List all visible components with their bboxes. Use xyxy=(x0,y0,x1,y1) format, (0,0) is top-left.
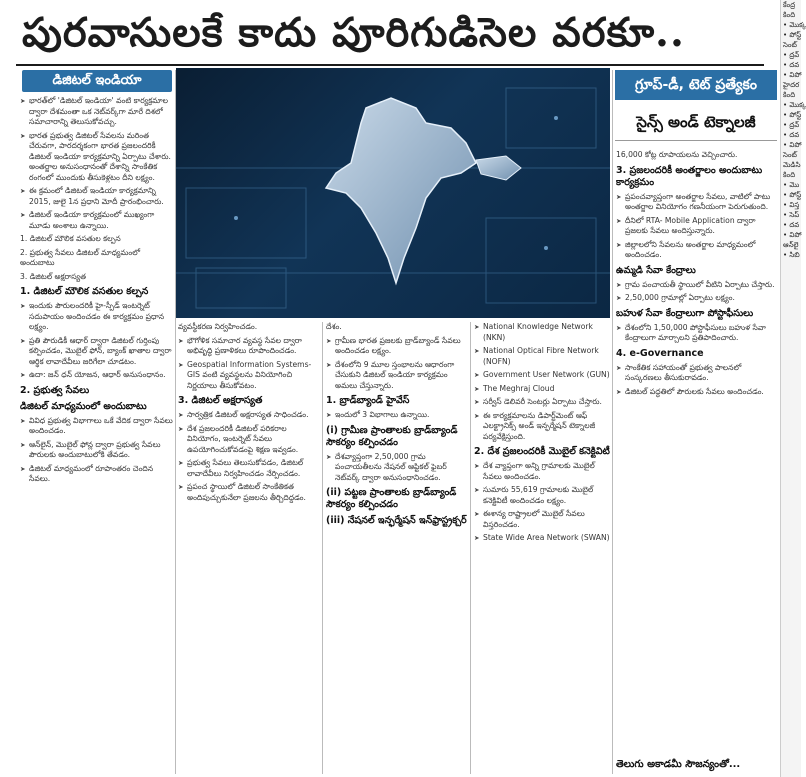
paragraph: ➤ ఉదా: జన్ ధన్ యోజన, ఆధార్ అనుసంధానం. xyxy=(20,370,174,381)
strip-line: • పోస్ట్ xyxy=(783,31,802,39)
article-column-3 xyxy=(326,322,468,774)
paragraph: ➤ దేశ వ్యాప్తంగా అన్ని గ్రామాలకు మొబైల్ సేవలు అందించడం. xyxy=(474,461,610,482)
paragraph: ➤ సర్వీస్ డెలివరీ సెంటర్లు ఏర్పాటు చేస్తారు. xyxy=(474,397,610,408)
paragraph: ➤ ఆన్‌లైన్, మొబైల్ ఫోన్ల ద్వారా ప్రభుత్వ సేవలు పౌరులకు అందుబాటులోకి తేవడం. xyxy=(20,440,174,461)
article-column-2 xyxy=(178,322,320,774)
paragraph: ➤ భారత ప్రభుత్వ డిజిటల్ సేవలను మరింత చేరువగా, పారదర్శకంగా భారత ప్రజలందరికీ డిజిటల్ ఇండియా కార్యక్రమాన్ని ఏర్పాటు చేశారు. అంతర్జాల అనుసంధానంతో దేశాన్ని సాంకేతిక రంగంలో ముందుకు తీసుకెళ్లటం దీని లక్ష్యం. xyxy=(20,131,174,184)
paragraph: ➤ డిజిటల్ పద్ధతిలో పౌరులకు సేవలు అందించడం. xyxy=(616,387,778,398)
paragraph: దేశం. xyxy=(326,322,342,331)
paragraph: ➤ దీనిలో RTA- Mobile Application ద్వారా ప్రజలకు సేవలు అందిస్తున్నారు. xyxy=(616,216,778,237)
strip-line: ఆన్‌లై xyxy=(783,241,799,249)
list-item: 1. డిజిటల్ మౌలిక వసతుల కల్పన xyxy=(20,234,121,243)
strip-line: సెంట్ xyxy=(783,41,797,49)
paragraph: ➤ ఈ క్రమంలో డిజిటల్ ఇండియా కార్యక్రమాన్ని 2015, జులై 1న ప్రధాని మోదీ ప్రారంభించారు. xyxy=(20,186,174,207)
paragraph: ➤ దేశవ్యాప్తంగా 2,50,000 గ్రామ పంచాయతీలను నేషనల్ ఆప్టికల్ ఫైబర్ నెట్‌వర్క్ ద్వారా అనుసంధానించడం. xyxy=(326,452,468,484)
article-column-1 xyxy=(20,96,174,774)
strip-line: సెంట్ xyxy=(783,151,797,159)
strip-line: కింది xyxy=(783,11,796,19)
paragraph: ➤ ఈ కార్యక్రమాలను డిపార్ట్‌మెంట్ ఆఫ్ ఎలక్ట్రానిక్స్ అండ్ ఇన్ఫర్మేషన్ టెక్నాలజీ పర్యవేక్షిస్తుంది. xyxy=(474,411,610,443)
strip-line: • ద్రవ్ xyxy=(783,121,800,129)
strip-line: • విపో xyxy=(783,71,802,79)
section-heading: 1. బ్రాడ్‌బ్యాండ్ హైవేస్ xyxy=(326,395,410,406)
paragraph: ➤ వివిధ ప్రభుత్వ విభాగాలు ఒకే వేదిక ద్వారా సేవలు అందించడం. xyxy=(20,416,174,437)
section-heading: 1. డిజిటల్ మౌలిక వసతుల కల్పన xyxy=(20,286,149,297)
column-divider xyxy=(322,322,323,774)
paragraph: ➤ భారత్‌లో 'డిజిటల్ ఇండియా' వంటి కార్యక్రమాల ద్వారా దేశమంతా ఒక నెట్‌వర్క్‌గా మారే దిశలో సమాచారాన్ని తెలుసుకోవచ్చు. xyxy=(20,96,174,128)
strip-line: • విపో xyxy=(783,141,802,149)
paragraph: వ్యవస్థీకరణ నిర్వహించడం. xyxy=(178,322,258,331)
section-badge-digital-india: డిజిటల్ ఇండియా xyxy=(22,70,172,92)
strip-line: • ద్రవ్ xyxy=(783,51,800,59)
column-divider xyxy=(612,70,613,774)
list-item: ➤ National Optical Fibre Network (NOFN) xyxy=(474,346,610,367)
paragraph: ➤ ప్రభుత్వ సేవలు తెలుసుకోవడం, డిజిటల్ లావాదేవీలు నిర్వహించడం నేర్పించడం. xyxy=(178,458,320,479)
article-column-4 xyxy=(474,322,610,774)
strip-line: • మొక్క xyxy=(783,21,806,29)
paragraph: ➤ జిల్లాలలోని సేవలను అంతర్జాల మాధ్యమంలో అందించడం. xyxy=(616,240,778,261)
paragraph: ➤ ఇందుకు పౌరులందరికీ హై-స్పీడ్ ఇంటర్నెట్ సదుపాయం అందించడం ఈ కార్యక్రమం ప్రధాన లక్ష్యం. xyxy=(20,301,174,333)
strip-line: • పోస్ట్ xyxy=(783,111,802,119)
strip-line: • విపో xyxy=(783,231,802,239)
page-headline: పురవాసులకే కాదు పూరిగుడిసెల వరకూ.. xyxy=(22,9,685,56)
section-heading: బహుళ సేవా కేంద్రాలుగా పోస్టాఫీసులు xyxy=(616,307,754,319)
strip-line: కేంద్ర xyxy=(783,1,796,9)
strip-line: హైదర xyxy=(783,81,800,89)
section-subheading: డిజిటల్ మాధ్యమంలో అందుబాటు xyxy=(20,400,147,412)
list-item: ➤ National Knowledge Network (NKN) xyxy=(474,322,610,343)
list-item: ➤ The Meghraj Cloud xyxy=(474,384,610,395)
article-column-5 xyxy=(616,150,778,752)
paragraph: ➤ సుమారు 55,619 గ్రామాలకు మొబైల్ కనెక్టివిటీ అందించడం లక్ష్యం. xyxy=(474,485,610,506)
paragraph: 16,000 కోట్ల రూపాయలను వెచ్చించారు. xyxy=(616,150,738,159)
headline-rule xyxy=(16,64,764,66)
paragraph: ➤ గ్రామీణ భారత ప్రజలకు బ్రాడ్‌బ్యాండ్ సేవలు అందించడం లక్ష్యం. xyxy=(326,336,468,357)
list-item: 2. ప్రభుత్వ సేవలు డిజిటల్ మాధ్యమంలో అందుబాటు xyxy=(20,247,141,267)
paragraph: ➤ సార్వత్రిక డిజిటల్ అక్షరాస్యత సాధించడం. xyxy=(178,410,320,421)
strip-line: కింది xyxy=(783,171,796,179)
strip-line: • మొక్క xyxy=(783,101,806,109)
paragraph: ➤ గ్రామ పంచాయతీ స్థాయిలో వీటిని ఏర్పాటు చేస్తారు. xyxy=(616,280,778,291)
paragraph: ➤ 2,50,000 గ్రామాల్లో ఏర్పాటు లక్ష్యం. xyxy=(616,293,778,304)
credit-line: తెలుగు అకాడమీ సౌజన్యంతో... xyxy=(616,759,741,770)
paragraph: ➤ Geospatial Information Systems- GIS వంటి వ్యవస్థలను వినియోగించి నిర్ణయాలు తీసుకోవటం. xyxy=(178,360,320,392)
column-divider xyxy=(470,322,471,774)
strip-line: కింది xyxy=(783,91,796,99)
adjacent-page-strip xyxy=(780,0,806,777)
paragraph: ➤ సాంకేతిక సహాయంతో ప్రభుత్వ పాలనలో సంస్కరణలు తీసుకురావడం. xyxy=(616,363,778,384)
paragraph: ➤ దేశంలోని 1,50,000 పోస్టాఫీసులు బహుళ సేవా కేంద్రాలుగా మార్చాలని ప్రతిపాదించారు. xyxy=(616,323,778,344)
paragraph: ➤ దేశంలోని 9 మూల స్తంభాలను ఆధారంగా చేసుకుని డిజిటల్ ఇండియా కార్యక్రమం అమలు చేస్తున్నారు. xyxy=(326,360,468,392)
strip-line: మెడిసి xyxy=(783,161,801,169)
list-item: ➤ Government User Network (GUN) xyxy=(474,370,610,381)
strip-line: • సిబి xyxy=(783,251,800,259)
strip-line: • మొ xyxy=(783,181,800,189)
paragraph: ➤ ప్రపంచవ్యాప్తంగా అంతర్జాల సేవలు, వాటిలో పాటు అంతర్జాల వినియోగం గణనీయంగా పెరుగుతుంది. xyxy=(616,192,778,213)
paragraph: ➤ దేశ ప్రజలందరికీ డిజిటల్ పరికరాల వినియోగం, ఇంటర్నెట్ సేవలు ఉపయోగించుకోవడంపై శిక్షణ ఇవ్వడం. xyxy=(178,424,320,456)
section-heading: ఉమ్మడి సేవా కేంద్రాలు xyxy=(616,264,696,276)
section-subheading: (i) గ్రామీణ ప్రాంతాలకు బ్రాడ్‌బ్యాండ్ సౌకర్యం కల్పించడం xyxy=(326,424,458,448)
strip-line: • విస్త xyxy=(783,201,800,209)
paragraph: ➤ ఇందులో 3 విభాగాలు ఉన్నాయి. xyxy=(326,410,468,421)
strip-line: • పోస్ట్ xyxy=(783,191,802,199)
paragraph: ➤ ఈశాన్య రాష్ట్రాలలో మొబైల్ సేవలు విస్తరించడం. xyxy=(474,509,610,530)
section-badge-group-d-tet: గ్రూప్-డీ, టెట్ ప్రత్యేకం xyxy=(615,70,777,100)
paragraph: ➤ భౌగోళిక సమాచార వ్యవస్థ సేవల ద్వారా అభివృద్ధి ప్రణాళికలు రూపొందించడం. xyxy=(178,336,320,357)
strip-line: • దవ xyxy=(783,221,800,229)
section-subheading: (ii) పట్టణ ప్రాంతాలకు బ్రాడ్‌బ్యాండ్ సౌకర్యం కల్పించడం xyxy=(326,487,457,510)
india-map-graphic xyxy=(176,68,610,318)
strip-line: • సెప్ xyxy=(783,211,800,219)
section-subhead-science-tech: సైన్స్ అండ్ టెక్నాలజీ xyxy=(615,104,777,141)
section-heading: 3. డిజిటల్ అక్షరాస్యత xyxy=(178,395,263,406)
section-subheading: (iii) నేషనల్ ఇన్ఫర్మేషన్ ఇన్‌ఫ్రాస్ట్రక్చర్ xyxy=(326,515,467,526)
strip-line: • దవ xyxy=(783,131,800,139)
paragraph: ➤ డిజిటల్ మాధ్యమంలో రూపాంతరం చెందిన సేవలు. xyxy=(20,464,174,485)
section-heading: 2. దేశ ప్రజలందరికీ మొబైల్ కనెక్టివిటీ xyxy=(474,446,610,457)
section-heading: 2. ప్రభుత్వ సేవలు xyxy=(20,384,90,396)
list-item: 3. డిజిటల్ అక్షరాస్యత xyxy=(20,271,87,281)
india-map-shape xyxy=(326,98,476,283)
strip-line: • దవ xyxy=(783,61,800,69)
list-item: ➤ State Wide Area Network (SWAN) xyxy=(474,533,610,544)
paragraph: ➤ ప్రతి పౌరుడికీ ఆధార్ ద్వారా డిజిటల్ గుర్తింపు కల్పించడం, మొబైల్ ఫోన్, బ్యాంక్ ఖాతాల ద్వారా ఆర్థిక లావాదేవీలు జరిగేలా చూడటం. xyxy=(20,336,174,368)
india-map-photo xyxy=(176,68,610,318)
section-heading: 3. ప్రజలందరికీ అంతర్జాలం అందుబాటు కార్యక్రమం xyxy=(616,164,763,188)
paragraph: ➤ డిజిటల్ ఇండియా కార్యక్రమంలో ముఖ్యంగా మూడు అంశాలు ఉన్నాయి. xyxy=(20,210,174,231)
paragraph: ➤ ప్రపంచ స్థాయిలో డిజిటల్ సాంకేతికత అందిపుచ్చుకునేలా ప్రజలను తీర్చిదిద్దడం. xyxy=(178,482,320,503)
section-heading: 4. e-Governance xyxy=(616,347,704,359)
